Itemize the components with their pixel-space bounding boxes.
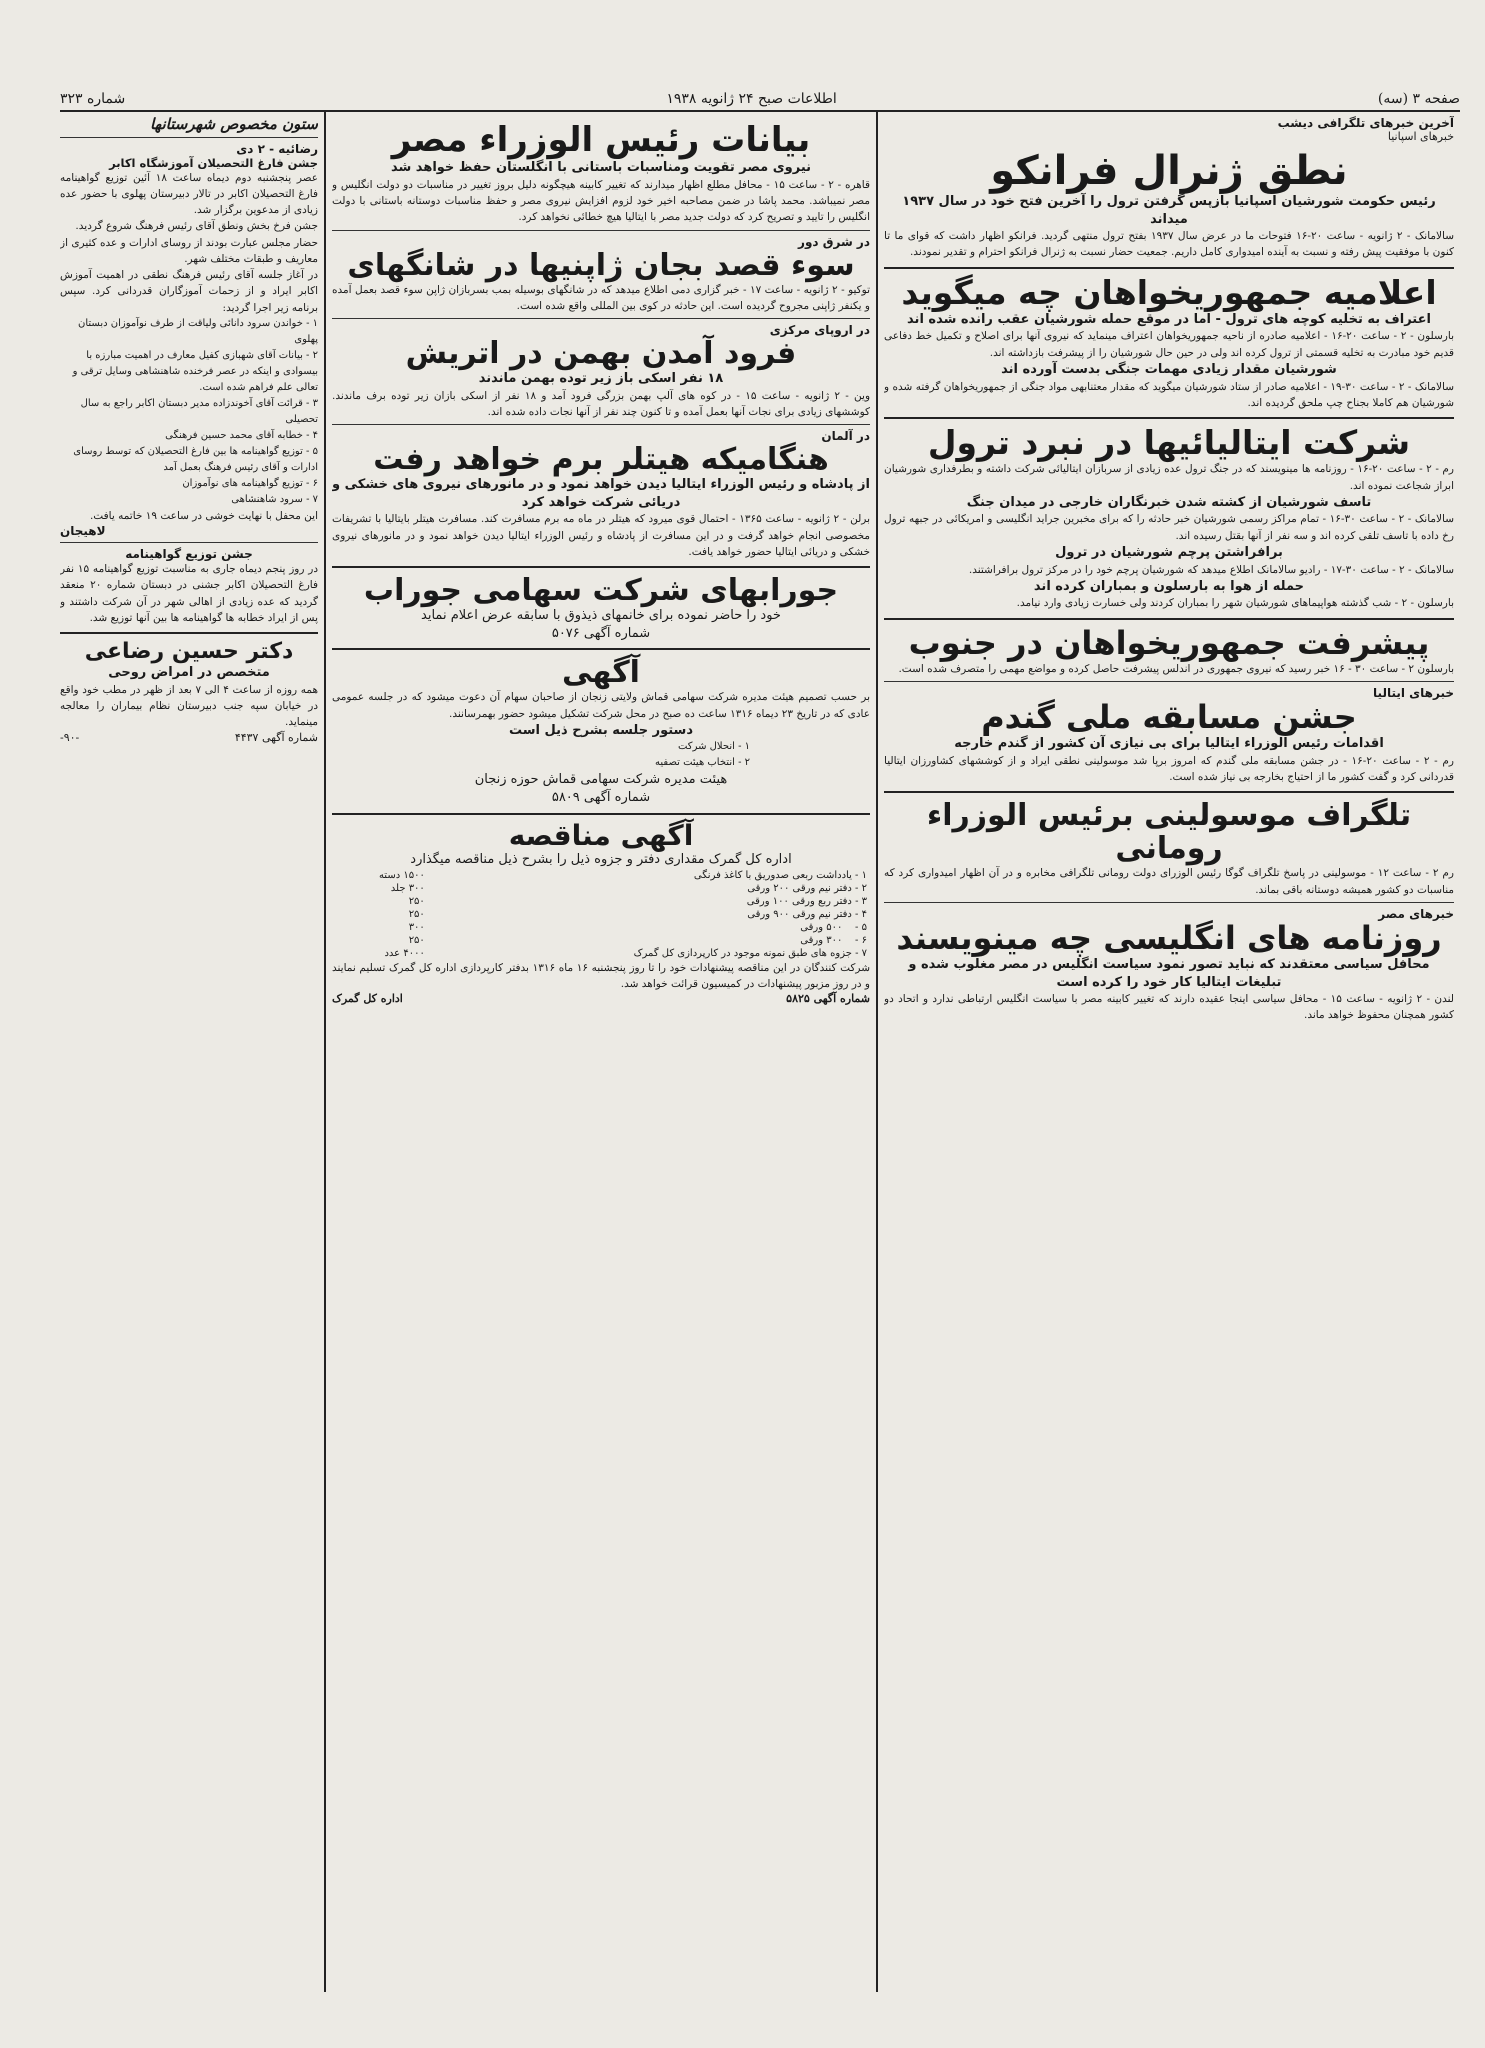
divider	[332, 566, 870, 568]
footer-page-number: -۹۰-	[60, 730, 80, 744]
headline-south: پیشرفت جمهوریخواهان در جنوب	[908, 623, 1430, 662]
agenda-item: ۲ - انتخاب هیئت تصفیه	[655, 757, 750, 769]
tender-item: ۴ - دفتر نیم ورقی ۹۰۰ ورقی	[747, 908, 867, 920]
subhead-egypt-pm: نیروی مصر تقویت ومناسبات باستانی با انگلستان حفظ خواهد شد	[390, 160, 812, 176]
dateline: رضائیه - ۲ دی	[236, 141, 318, 156]
section-germany: در آلمان	[821, 429, 870, 444]
divider	[884, 902, 1454, 903]
tender-qty: ۳۰۰ جلد	[390, 882, 425, 894]
subhead-air-raid: حمله از هوا به بارسلون و بمباران کرده اند	[1033, 578, 1305, 594]
ad-notice-agenda	[332, 739, 870, 771]
headline-franco: نطق ژنرال فرانکو	[990, 148, 1348, 194]
divider	[60, 137, 318, 138]
middle-column	[332, 116, 870, 1992]
section-italy: خبرهای ایتالیا	[1373, 686, 1454, 701]
column-rule	[876, 112, 878, 1992]
article-graduates: عصر پنجشنبه دوم دیماه ساعت ۱۸ آئین توزیع گواهینامه فارغ التحصیلان اکابر در تالار دبیرستان پهلوی با حضور عده زیادی از مدعوین برگزار شد.	[60, 171, 318, 217]
headline-certificates: جشن توزیع گواهینامه	[125, 547, 253, 562]
tender-qty: ۳۰۰	[408, 921, 425, 933]
article-republicans: بارسلون - ۲ - ساعت ۲۰-۱۶ - اعلامیه صادره از ناحیه جمهوریخواهان اعتراف مینماید که نیروی آنها برای اصلاح و تکمیل خط دفاعی قدیم خود مبادرت به تخلیه قسمتی از ترول کرده اند ولی در حین حال شورشیان را از پیشرفت بازداشته اند.	[884, 330, 1454, 359]
program-item: ۵ - توزیع گواهینامه ها بین فارغ التحصیلان که توسط روسای ادارات و آقای رئیس فرهنگ بعمل آمد	[73, 445, 318, 473]
masthead-bar	[60, 88, 1460, 112]
ad-notice-number: شماره آگهی ۵۸۰۹	[551, 789, 651, 805]
ad-tender-body: شرکت کنندگان در این مناقصه پیشنهادات خود را تا روز پنجشنبه ۱۶ ماه ۱۳۱۶ بدفتر کارپردازی اداره کل گمرک تسلیم نمایند و در روز مزبور پیشنهادات در کمیسیون قرائت خواهد شد.	[332, 961, 870, 991]
divider	[60, 632, 318, 634]
program-list	[60, 316, 318, 508]
subhead-journalists: تاسف شورشیان از کشته شدن خبرنگاران خارجی در میدان جنگ	[966, 494, 1372, 510]
article-italians: رم - ۲ - ساعت ۲۰-۱۶ - روزنامه ها مینویسند که در جنگ ترول عده زیادی از سربازان ایتالیائی شرکت داشته و بطرفداری شورشیان ابراز شجاعت نموده اند.	[884, 463, 1454, 492]
agenda-item: ۱ - انحلال شرکت	[677, 741, 750, 753]
column-rule	[324, 112, 326, 1992]
headline-graduates: جشن فارغ التحصیلان آموزشگاه اکابر	[109, 155, 318, 170]
article-wheat: رم - ۲ - ساعت ۲۰-۱۶ - در جشن مسابقه ملی گندم که امروز برپا شد موسولینی نطقی ایراد و از کوششهای کشاورزان ایتالیا قدردانی کرد و گفت کشور ما از احتیاج بخارجه بی نیاز شده است.	[884, 754, 1454, 784]
tender-qty: ۲۵۰	[408, 934, 425, 946]
headline-egypt-pm: بیانات رئیس الوزراء مصر	[391, 120, 811, 160]
divider	[332, 813, 870, 815]
headline-shanghai: سوء قصد بجان ژاپنیها در شانگهای	[347, 247, 855, 283]
tender-qty: ۲۵۰	[408, 895, 425, 907]
article-certificates: در روز پنجم دیماه جاری به مناسبت توزیع گواهینامه ۱۵ نفر فارغ التحصیلان اکابر جشنی در دبستان شماره ۲۰ منعقد گردید که عده زیادی از اهالی شهر در آن شرکت داشتند و پس از ایراد خطابه ها گواهینامه ها بین آنها توزیع شد.	[60, 563, 318, 624]
subhead-english-papers: محافل سیاسی معتقدند که نباید تصور نمود سیاست انگلیس در مصر مغلوب شده و تبلیغات ایتالیا کار خود را کرده است	[908, 957, 1430, 990]
divider	[884, 618, 1454, 620]
table-row	[332, 934, 870, 947]
article-mussolini-telegram: رم ۲ - ساعت ۱۲ - موسولینی در پاسخ تلگراف گوگا رئیس الوزرای دولت رومانی تلگرافی مخابره و در آن اظهار امیدواری کرد که مناسبات دو کشور همیشه دوستانه باقی بماند.	[884, 867, 1454, 896]
article-flag: سالامانک - ۲ - ساعت ۳۰-۱۷ - رادیو سالامانک اطلاع میدهد که شورشیان پرچم خود را در مرکز ترول برافراشتند.	[968, 563, 1454, 576]
article-south: بارسلون ۲ - ساعت ۳۰ - ۱۶ خبر رسید که نیروی جمهوری در اندلس پیشرفت حاصل کرده و مواضع مهمی را متصرف شده است.	[898, 662, 1454, 675]
headline-italians-teruel: شرکت ایتالیائیها در نبرد ترول	[927, 423, 1411, 463]
masthead-date: اطلاعات صبح ۲۴ ژانویه ۱۹۳۸	[666, 91, 837, 107]
left-column	[60, 116, 318, 1992]
divider	[884, 267, 1454, 269]
divider	[332, 230, 870, 231]
divider	[332, 318, 870, 319]
ad-notice-agenda-title: دستور جلسه بشرح ذیل است	[508, 722, 693, 738]
subhead-avalanche: ۱۸ نفر اسکی باز زیر توده بهمن ماندند	[478, 371, 724, 387]
doctor-body: همه روزه از ساعت ۴ الی ۷ بعد از ظهر در مطب خود واقع در خیابان سپه جنب دبیرستان نظام بیماران را معالجه مینماید.	[60, 683, 318, 729]
ad-tender-footer	[332, 992, 870, 1005]
program-item: ۷ - سرود شاهنشاهی	[231, 493, 318, 505]
divider	[332, 648, 870, 650]
divider	[884, 791, 1454, 793]
article-english-papers: لندن - ۲ ژانویه - ساعت ۱۵ - محافل سیاسی اینجا عقیده دارند که تغییر کابینه مصر با سیاست انگلیس ارتباطی ندارد و اتحاد دو کشور همچنان محفوظ خواهد ماند.	[884, 993, 1454, 1022]
dateline-lahijan: لاهیجان	[60, 524, 106, 539]
article-hitler-rome: برلن - ۲ ژانویه - ساعت ۱۳۶۵ - احتمال قوی میرود که هیتلر در ماه مه برم مسافرت کند. مسافرت هیتلر بایتالیا با تشریفات مخصوصی انجام خواهد گرفت و در این مسافرت از پادشاه و رئیس الوزراء ایتالیا دیدن خواهد نمود و در مانورهای نیروی خشکی و دریائی ایتالیا حضور خواهد یافت.	[332, 513, 870, 558]
tender-qty: ۱۵۰۰ دسته	[378, 869, 425, 881]
tender-qty: ۲۵۰	[408, 908, 425, 920]
divider	[332, 424, 870, 425]
headline-avalanche: فرود آمدن بهمن در اتریش	[405, 336, 797, 372]
table-row	[332, 895, 870, 908]
ad-notice-title: آگهی	[562, 655, 640, 691]
tender-item: ۱ - یادداشت ربعی صدوریق با کاغذ فرنگی	[693, 869, 867, 881]
ad-notice-body: بر حسب تصمیم هیئت مدیره شرکت سهامی قماش ولایتی زنجان از صاحبان سهام آن دعوت میشود که در جلسه عمومی عادی که در تاریخ ۲۳ دیماه ۱۳۱۶ ساعت ده صبح در محل شرکت تشکیل میشود حضور بهمرسانند.	[332, 691, 870, 720]
headline-republicans: اعلامیه جمهوریخواهان چه میگوید	[901, 272, 1437, 312]
tender-qty: ۴۰۰۰ عدد	[384, 947, 425, 959]
tender-item: ۵ - ‌ ‌ ‌ ۵۰۰ ورقی	[800, 921, 867, 933]
table-row	[332, 908, 870, 921]
divider	[884, 681, 1454, 682]
subhead-franco: رئیس حکومت شورشیان اسپانیا بازپس گرفتن ترول را آخرین فتح خود در سال ۱۹۳۷ میداند	[902, 194, 1436, 227]
headline-hitler-rome: هنگامیکه هیتلر برم خواهد رفت	[373, 442, 829, 478]
divider	[60, 542, 318, 543]
ad-tender-title: آگهی مناقصه	[508, 818, 694, 852]
kicker: آخرین خبرهای تلگرافی دیشب	[1277, 116, 1454, 130]
doctor-specialty: متخصص در امراض روحی	[108, 665, 270, 681]
program-item: ۴ - خطابه آقای محمد حسین فرهنگی	[165, 429, 318, 441]
section-far-east: در شرق دور	[798, 234, 870, 249]
article-egypt-pm: قاهره - ۲ - ساعت ۱۵ - محافل مطلع اظهار میدارند که تغییر کابینه هیچگونه دلیل بروز تغییر در مناسبات دو دولت انگلیس و مصر نمیباشد. محمد پاشا در ضمن مصاحبه اخیر خود لزوم افزایش نیروی مصر و حفظ مناسبات دوستانه باستانی با دولت انگلیس را تایید و تصریح کرد که دولت جدید مصر با ایتالیا هیچ خطائی نخواهد کرد.	[332, 178, 870, 224]
table-row	[332, 921, 870, 934]
article-franco: سالامانک - ۲ ژانویه - ساعت ۲۰-۱۶ فتوحات ما در عرض سال ۱۹۳۷ بفتح ترول منتهی گردید. فرانکو اظهار داشت که قوای ما تا کنون با موفقیت پیش رفته و نسبت به آینده امیدواری کامل داریم. جمعیت حضار نسبت به ژنرال فرانکو احترام و تقدیر نمودند.	[884, 230, 1454, 259]
subhead-hitler-rome: از پادشاه و رئیس الوزراء ایتالیا دیدن خواهد نمود و در مانورهای نیروی های خشکی و دریائی شرکت خواهد کرد	[332, 477, 870, 510]
section-central-europe: در اروپای مرکزی	[769, 323, 870, 338]
article-graduates-closing: این محفل با نهایت خوشی در ساعت ۱۹ خاتمه یافت.	[89, 509, 318, 522]
tender-item: ۷ - جزوه های طبق نمونه موجود در کارپردازی کل گمرک	[633, 947, 867, 959]
article-graduates-p3: در آغاز جلسه آقای رئیس فرهنگ نطقی در اهمیت آموزش اکابر ایراد و از زحمات آموزگاران قدردانی کرد. سپس برنامه زیر اجرا گردید:	[60, 269, 318, 314]
headline-mussolini-telegram: تلگراف موسولینی برئیس الوزراء رومانی	[926, 798, 1412, 867]
program-item: ۱ - خواندن سرود دانائی ولیاقت از طرف نوآموزان دبستان پهلوی	[78, 317, 318, 345]
masthead-page: صفحه ۳ (سه)	[1377, 91, 1460, 107]
doctor-footer	[60, 731, 318, 744]
ad-socks-number: شماره آگهی ۵۰۷۶	[551, 625, 651, 641]
subhead-republicans: اعتراف به تخلیه کوچه های ترول - اما در موقع حمله شورشیان عقب رانده شده اند	[907, 311, 1431, 327]
doctor-name: دکتر حسین رضاعی	[84, 639, 294, 665]
divider	[884, 417, 1454, 419]
subhead-flag: برافراشتن پرچم شورشیان در ترول	[1055, 544, 1283, 560]
section-egypt: خبرهای مصر	[1378, 906, 1454, 921]
doctor-ad-number: شماره آگهی ۴۴۳۷	[234, 730, 318, 744]
table-row	[332, 947, 870, 960]
program-item: ۳ - قرائت آقای آخوندزاده مدیر دبستان اکابر راجع به سال تحصیلی	[80, 397, 318, 425]
tender-item: ۳ - دفتر ربع ورقی ۱۰۰ ورقی	[746, 895, 867, 907]
article-graduates-p2: حضار مجلس عبارت بودند از روسای ادارات و عده کثیری از معاریف و طبقات مختلف شهر.	[60, 236, 318, 265]
right-column	[884, 116, 1454, 1992]
program-item: ۶ - توزیع گواهینامه های نوآموزان	[182, 477, 318, 489]
article-avalanche: وین - ۲ ژانویه - ساعت ۱۵ - در کوه های آلپ بهمن بزرگی فرود آمد و ۱۸ نفر از اسکی بازان زیر توده برف ماندند. کوششهای زیادی برای نجات آنها بعمل آمده و تا کنون چند نفر از آنها نجات داده شده اند.	[332, 389, 870, 419]
subhead-munitions: شورشیان مقدار زیادی مهمات جنگی بدست آورده اند	[1001, 362, 1337, 377]
ad-socks-text: خود را حاضر نموده برای خانمهای ذیذوق با سابقه عرض اعلام نماید	[421, 608, 781, 624]
section-label: خبرهای اسپانیا	[1387, 130, 1454, 143]
ad-socks-title: جورابهای شرکت سهامی جوراب	[363, 573, 839, 609]
article-journalists: سالامانک - ۲ - ساعت ۳۰-۱۶ - تمام مراکز رسمی شورشیان خبر حادثه را که برای مخبرین جراید انگلیسی و امریکائی در جبهه ترول رخ داده با تاسف تلقی کرده اند و سه نفر از آنها بقتل رسیده اند.	[884, 513, 1454, 542]
tender-item: ۲ - دفتر نیم ورقی ۲۰۰ ورقی	[747, 882, 867, 894]
ad-tender-number: شماره آگهی ۵۸۲۵	[786, 992, 870, 1006]
ad-tender-table	[332, 869, 870, 960]
table-row	[332, 882, 870, 895]
ad-tender-signature: اداره کل گمرک	[332, 992, 403, 1006]
ad-notice-signature: هیئت مدیره شرکت سهامی قماش حوزه زنجان	[474, 772, 728, 788]
subhead-wheat: اقدامات رئیس الوزراء ایتالیا برای بی نیازی آن کشور از گندم خارجه	[954, 736, 1384, 752]
program-item: ۲ - بیانات آقای شهبازی کفیل معارف در اهمیت مبارزه با بیسوادی و اینکه در عصر فرخنده شاهنشاهی وسایل ترقی و تعالی علم فراهم شده است.	[72, 349, 318, 393]
article-graduates-p1: جشن فرخ بخش ونطق آقای رئیس فرهنگ شروع گردید.	[75, 220, 318, 233]
article-munitions: سالامانک - ۲ - ساعت ۳۰-۱۹ - اعلامیه صادر از ستاد شورشیان میگوید که مقدار معتنابهی مواد جنگی از جمهوریخواهان گرفته شده و شورشیان هم کاملا بجناح چپ ملحق گردیده اند.	[884, 380, 1454, 409]
headline-english-papers: روزنامه های انگلیسی چه مینویسند	[896, 918, 1442, 957]
article-shanghai: توکیو - ۲ ژانویه - ساعت ۱۷ - خبر گزاری دمی اطلاع میدهد که در شانگهای بوسیله بمب بسربازان ژاپن سوء قصد بعمل آمده و یکنفر ژاپنی مجروح گردیده است. این حادثه در کوی بین المللی واقع شده است.	[332, 283, 870, 312]
provinces-logo: ستون مخصوص شهرستانها	[150, 116, 318, 133]
masthead-issue: شماره ۳۲۳	[60, 91, 126, 107]
tender-item: ۶ - ‌ ‌ ‌ ۳۰۰ ورقی	[800, 934, 867, 946]
table-row	[332, 869, 870, 882]
ad-tender-intro: اداره کل گمرک مقداری دفتر و جزوه ذیل را بشرح ذیل مناقصه میگذارد	[410, 852, 792, 868]
headline-wheat: جشن مسابقه ملی گندم	[981, 698, 1357, 737]
article-air-raid: بارسلون - ۲ - شب گذشته هواپیماهای شورشیان شهر را بمباران کردند ولی خسارت زیادی وارد نیامد.	[1016, 597, 1454, 610]
